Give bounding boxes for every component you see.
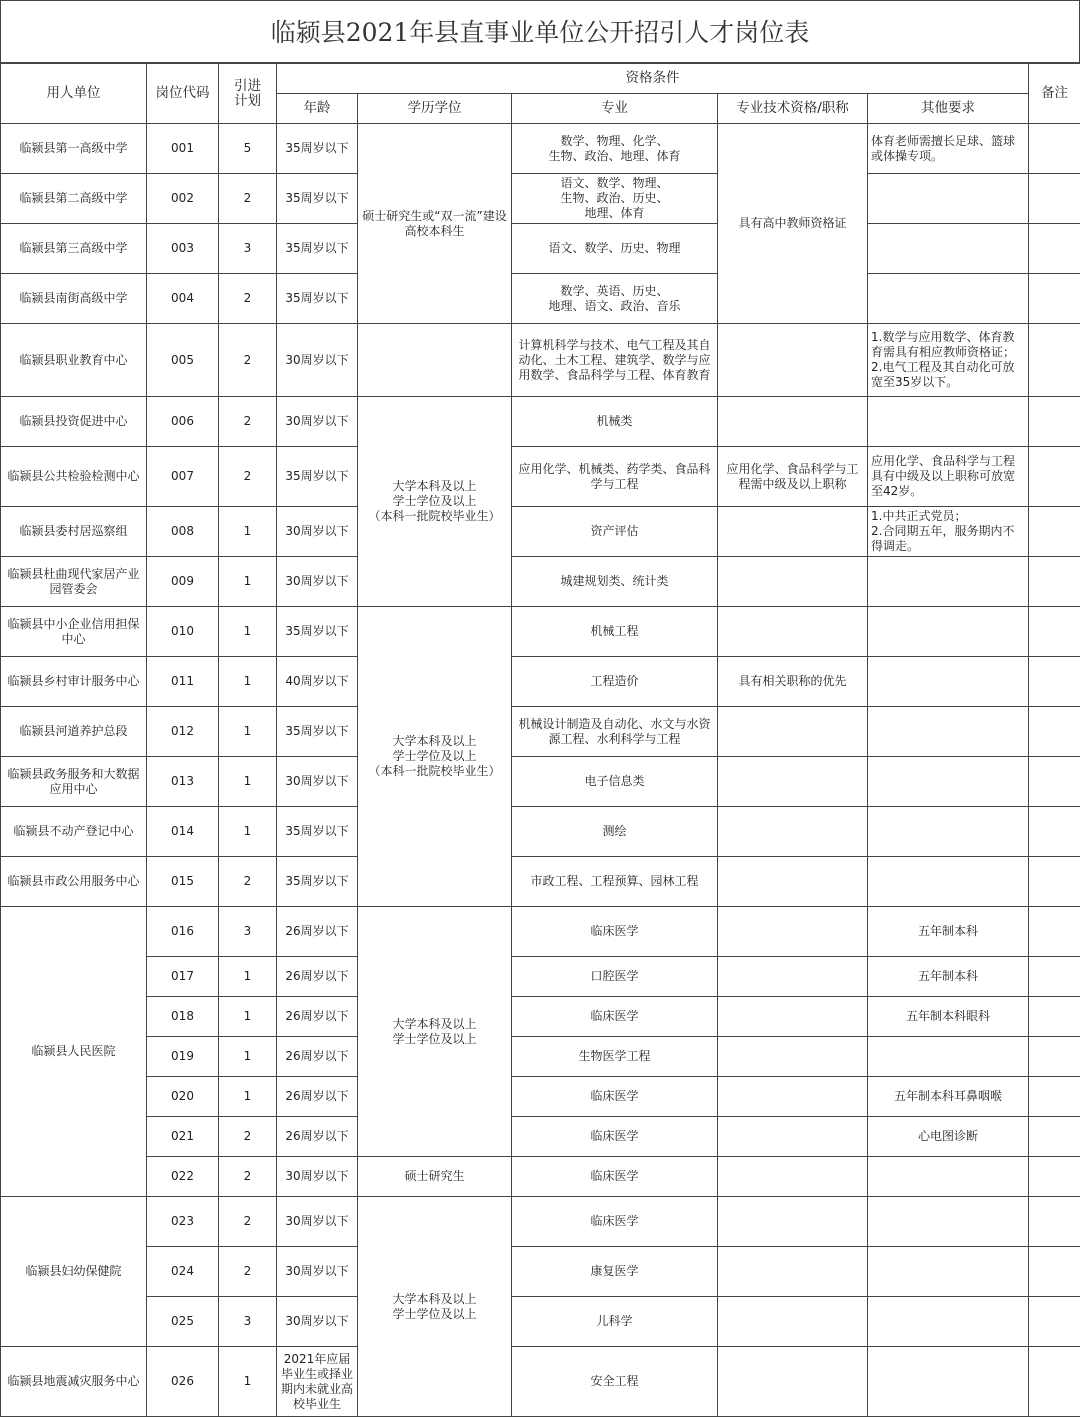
unit-cell: 临颍县妇幼保健院 — [1, 1197, 147, 1347]
age-cell: 35周岁以下 — [277, 124, 358, 174]
other-requirements-cell: 1.中共正式党员； 2.合同期五年，服务期内不得调走。 — [868, 507, 1029, 557]
remark-cell — [1029, 224, 1080, 274]
other-requirements-cell — [868, 657, 1029, 707]
other-requirements-cell — [868, 1037, 1029, 1077]
remark-cell — [1029, 1117, 1080, 1157]
table-row — [1, 807, 1080, 857]
table-row — [1, 997, 1080, 1037]
remark-cell — [1029, 1247, 1080, 1297]
position-code-cell: 010 — [147, 607, 219, 657]
plan-count-cell: 1 — [219, 657, 277, 707]
education-cell: 硕士研究生或“双一流”建设高校本科生 — [358, 124, 512, 324]
major-cell: 资产评估 — [512, 507, 718, 557]
table-row — [1, 174, 1080, 224]
unit-cell: 临颍县乡村审计服务中心 — [1, 657, 147, 707]
certification-cell — [718, 507, 868, 557]
position-code-cell: 007 — [147, 447, 219, 507]
position-code-cell: 012 — [147, 707, 219, 757]
unit-cell: 临颍县中小企业信用担保中心 — [1, 607, 147, 657]
other-requirements-cell — [868, 274, 1029, 324]
unit-cell: 临颍县市政公用服务中心 — [1, 857, 147, 907]
other-requirements-cell: 五年制本科耳鼻咽喉 — [868, 1077, 1029, 1117]
age-cell: 35周岁以下 — [277, 707, 358, 757]
position-code-cell: 022 — [147, 1157, 219, 1197]
position-code-cell: 017 — [147, 957, 219, 997]
plan-count-cell: 1 — [219, 1037, 277, 1077]
major-cell: 计算机科学与技术、电气工程及其自动化、土木工程、建筑学、数学与应用数学、食品科学与工程、体育教育 — [512, 324, 718, 397]
age-cell: 35周岁以下 — [277, 274, 358, 324]
major-cell: 临床医学 — [512, 1197, 718, 1247]
other-requirements-cell — [868, 1347, 1029, 1417]
certification-cell — [718, 1347, 868, 1417]
certification-cell — [718, 1117, 868, 1157]
remark-cell — [1029, 1037, 1080, 1077]
header-row-1 — [1, 64, 1080, 94]
certification-cell — [718, 957, 868, 997]
position-code-cell: 005 — [147, 324, 219, 397]
position-code-cell: 014 — [147, 807, 219, 857]
education-cell: 大学本科及以上 学士学位及以上 （本科一批院校毕业生） — [358, 607, 512, 907]
plan-count-cell: 2 — [219, 1157, 277, 1197]
age-cell: 26周岁以下 — [277, 1037, 358, 1077]
age-cell: 35周岁以下 — [277, 224, 358, 274]
plan-count-cell: 1 — [219, 757, 277, 807]
unit-cell: 临颍县人民医院 — [1, 907, 147, 1197]
certification-cell — [718, 1247, 868, 1297]
unit-cell: 临颍县职业教育中心 — [1, 324, 147, 397]
age-cell: 30周岁以下 — [277, 1247, 358, 1297]
plan-count-cell: 2 — [219, 1197, 277, 1247]
age-cell: 30周岁以下 — [277, 397, 358, 447]
unit-cell: 临颍县南街高级中学 — [1, 274, 147, 324]
plan-count-cell: 5 — [219, 124, 277, 174]
certification-cell — [718, 857, 868, 907]
remark-cell — [1029, 1157, 1080, 1197]
position-code-cell: 025 — [147, 1297, 219, 1347]
positions-table — [0, 63, 1080, 1417]
table-row — [1, 507, 1080, 557]
unit-cell: 临颍县地震减灾服务中心 — [1, 1347, 147, 1417]
age-cell: 30周岁以下 — [277, 757, 358, 807]
table-row — [1, 397, 1080, 447]
remark-cell — [1029, 997, 1080, 1037]
remark-cell — [1029, 124, 1080, 174]
remark-cell — [1029, 324, 1080, 397]
other-requirements-cell — [868, 174, 1029, 224]
position-code-cell: 004 — [147, 274, 219, 324]
other-requirements-cell: 心电图诊断 — [868, 1117, 1029, 1157]
plan-count-cell: 2 — [219, 447, 277, 507]
age-cell: 30周岁以下 — [277, 507, 358, 557]
other-requirements-cell: 体育老师需擅长足球、篮球或体操专项。 — [868, 124, 1029, 174]
major-cell: 安全工程 — [512, 1347, 718, 1417]
age-cell: 26周岁以下 — [277, 1077, 358, 1117]
major-cell: 工程造价 — [512, 657, 718, 707]
age-cell: 26周岁以下 — [277, 957, 358, 997]
table-row — [1, 607, 1080, 657]
other-requirements-cell — [868, 557, 1029, 607]
education-cell — [358, 324, 512, 397]
major-cell: 电子信息类 — [512, 757, 718, 807]
plan-count-cell: 2 — [219, 857, 277, 907]
position-code-cell: 024 — [147, 1247, 219, 1297]
education-cell: 大学本科及以上 学士学位及以上 （本科一批院校毕业生） — [358, 397, 512, 607]
table-row — [1, 1077, 1080, 1117]
major-cell: 临床医学 — [512, 1157, 718, 1197]
remark-cell — [1029, 397, 1080, 447]
other-requirements-cell — [868, 397, 1029, 447]
certification-cell — [718, 757, 868, 807]
position-code-cell: 003 — [147, 224, 219, 274]
header-remark: 备注 — [1029, 64, 1080, 124]
header-certification: 专业技术资格/职称 — [718, 94, 868, 124]
plan-count-cell: 3 — [219, 907, 277, 957]
table-row — [1, 757, 1080, 807]
position-code-cell: 023 — [147, 1197, 219, 1247]
header-education: 学历学位 — [358, 94, 512, 124]
header-unit: 用人单位 — [1, 64, 147, 124]
certification-cell — [718, 1157, 868, 1197]
plan-count-cell: 1 — [219, 507, 277, 557]
remark-cell — [1029, 447, 1080, 507]
age-cell: 35周岁以下 — [277, 857, 358, 907]
remark-cell — [1029, 274, 1080, 324]
major-cell: 机械类 — [512, 397, 718, 447]
certification-cell — [718, 997, 868, 1037]
certification-cell — [718, 807, 868, 857]
major-cell: 语文、数学、历史、物理 — [512, 224, 718, 274]
plan-count-cell: 1 — [219, 1077, 277, 1117]
unit-cell: 临颍县委村居巡察组 — [1, 507, 147, 557]
plan-count-cell: 1 — [219, 607, 277, 657]
table-row — [1, 1037, 1080, 1077]
other-requirements-cell — [868, 224, 1029, 274]
plan-count-cell: 1 — [219, 557, 277, 607]
certification-cell: 具有高中教师资格证 — [718, 124, 868, 324]
age-cell: 26周岁以下 — [277, 1117, 358, 1157]
position-code-cell: 019 — [147, 1037, 219, 1077]
certification-cell — [718, 1077, 868, 1117]
plan-count-cell: 2 — [219, 397, 277, 447]
certification-cell — [718, 324, 868, 397]
certification-cell — [718, 1037, 868, 1077]
plan-count-cell: 1 — [219, 707, 277, 757]
major-cell: 康复医学 — [512, 1247, 718, 1297]
header-age: 年龄 — [277, 94, 358, 124]
table-row — [1, 957, 1080, 997]
position-code-cell: 020 — [147, 1077, 219, 1117]
position-code-cell: 006 — [147, 397, 219, 447]
certification-cell — [718, 607, 868, 657]
major-cell: 口腔医学 — [512, 957, 718, 997]
header-major: 专业 — [512, 94, 718, 124]
table-row — [1, 557, 1080, 607]
other-requirements-cell — [868, 1157, 1029, 1197]
table-row — [1, 274, 1080, 324]
other-requirements-cell — [868, 607, 1029, 657]
remark-cell — [1029, 957, 1080, 997]
major-cell: 数学、英语、历史、 地理、语文、政治、音乐 — [512, 274, 718, 324]
remark-cell — [1029, 607, 1080, 657]
table-row — [1, 657, 1080, 707]
plan-count-cell: 1 — [219, 957, 277, 997]
position-code-cell: 016 — [147, 907, 219, 957]
header-plan: 引进计划 — [219, 64, 277, 124]
header-other-requirements: 其他要求 — [868, 94, 1029, 124]
position-code-cell: 015 — [147, 857, 219, 907]
age-cell: 35周岁以下 — [277, 607, 358, 657]
other-requirements-cell — [868, 1297, 1029, 1347]
certification-cell — [718, 707, 868, 757]
table-row — [1, 1197, 1080, 1247]
table-row — [1, 447, 1080, 507]
major-cell: 临床医学 — [512, 997, 718, 1037]
major-cell: 临床医学 — [512, 1077, 718, 1117]
remark-cell — [1029, 707, 1080, 757]
age-cell: 35周岁以下 — [277, 807, 358, 857]
remark-cell — [1029, 507, 1080, 557]
remark-cell — [1029, 757, 1080, 807]
plan-count-cell: 3 — [219, 1297, 277, 1347]
plan-count-cell: 2 — [219, 324, 277, 397]
table-row — [1, 1347, 1080, 1417]
major-cell: 数学、物理、化学、 生物、政治、地理、体育 — [512, 124, 718, 174]
major-cell: 生物医学工程 — [512, 1037, 718, 1077]
age-cell: 2021年应届毕业生或择业期内未就业高校毕业生 — [277, 1347, 358, 1417]
position-code-cell: 026 — [147, 1347, 219, 1417]
remark-cell — [1029, 1347, 1080, 1417]
position-code-cell: 002 — [147, 174, 219, 224]
certification-cell — [718, 397, 868, 447]
unit-cell: 临颍县投资促进中心 — [1, 397, 147, 447]
major-cell: 城建规划类、统计类 — [512, 557, 718, 607]
major-cell: 机械工程 — [512, 607, 718, 657]
remark-cell — [1029, 657, 1080, 707]
other-requirements-cell — [868, 707, 1029, 757]
other-requirements-cell — [868, 807, 1029, 857]
page-title: 临颍县2021年县直事业单位公开招引人才岗位表 — [0, 0, 1080, 63]
table-row — [1, 857, 1080, 907]
plan-count-cell: 1 — [219, 997, 277, 1037]
certification-cell: 应用化学、食品科学与工程需中级及以上职称 — [718, 447, 868, 507]
major-cell: 测绘 — [512, 807, 718, 857]
position-code-cell: 009 — [147, 557, 219, 607]
age-cell: 40周岁以下 — [277, 657, 358, 707]
education-cell: 大学本科及以上 学士学位及以上 — [358, 907, 512, 1157]
remark-cell — [1029, 907, 1080, 957]
age-cell: 30周岁以下 — [277, 1297, 358, 1347]
age-cell: 30周岁以下 — [277, 324, 358, 397]
other-requirements-cell: 五年制本科 — [868, 957, 1029, 997]
major-cell: 临床医学 — [512, 1117, 718, 1157]
table-row — [1, 124, 1080, 174]
age-cell: 26周岁以下 — [277, 997, 358, 1037]
unit-cell: 临颍县不动产登记中心 — [1, 807, 147, 857]
position-code-cell: 001 — [147, 124, 219, 174]
unit-cell: 临颍县河道养护总段 — [1, 707, 147, 757]
remark-cell — [1029, 857, 1080, 907]
other-requirements-cell: 五年制本科 — [868, 907, 1029, 957]
remark-cell — [1029, 557, 1080, 607]
other-requirements-cell: 五年制本科眼科 — [868, 997, 1029, 1037]
plan-count-cell: 2 — [219, 1117, 277, 1157]
age-cell: 30周岁以下 — [277, 557, 358, 607]
plan-count-cell: 2 — [219, 174, 277, 224]
unit-cell: 临颍县公共检验检测中心 — [1, 447, 147, 507]
unit-cell: 临颍县杜曲现代家居产业园管委会 — [1, 557, 147, 607]
remark-cell — [1029, 1197, 1080, 1247]
position-code-cell: 021 — [147, 1117, 219, 1157]
education-cell: 大学本科及以上 学士学位及以上 — [358, 1197, 512, 1417]
position-code-cell: 018 — [147, 997, 219, 1037]
other-requirements-cell — [868, 1197, 1029, 1247]
remark-cell — [1029, 1077, 1080, 1117]
major-cell: 语文、数学、物理、 生物、政治、历史、 地理、体育 — [512, 174, 718, 224]
plan-count-cell: 3 — [219, 224, 277, 274]
unit-cell: 临颍县第三高级中学 — [1, 224, 147, 274]
age-cell: 30周岁以下 — [277, 1197, 358, 1247]
table-body — [1, 64, 1080, 1417]
plan-count-cell: 2 — [219, 1247, 277, 1297]
table-row — [1, 224, 1080, 274]
age-cell: 26周岁以下 — [277, 907, 358, 957]
education-cell: 硕士研究生 — [358, 1157, 512, 1197]
plan-count-cell: 1 — [219, 807, 277, 857]
unit-cell: 临颍县第二高级中学 — [1, 174, 147, 224]
major-cell: 临床医学 — [512, 907, 718, 957]
major-cell: 市政工程、工程预算、园林工程 — [512, 857, 718, 907]
remark-cell — [1029, 807, 1080, 857]
age-cell: 35周岁以下 — [277, 447, 358, 507]
other-requirements-cell — [868, 1247, 1029, 1297]
other-requirements-cell: 1.数学与应用数学、体育教育需具有相应教师资格证； 2.电气工程及其自动化可放宽至35岁以下。 — [868, 324, 1029, 397]
table-row — [1, 907, 1080, 957]
table-row — [1, 1117, 1080, 1157]
other-requirements-cell: 应用化学、食品科学与工程具有中级及以上职称可放宽至42岁。 — [868, 447, 1029, 507]
age-cell: 30周岁以下 — [277, 1157, 358, 1197]
table-row — [1, 1297, 1080, 1347]
remark-cell — [1029, 174, 1080, 224]
position-code-cell: 011 — [147, 657, 219, 707]
position-code-cell: 013 — [147, 757, 219, 807]
certification-cell — [718, 1197, 868, 1247]
header-code: 岗位代码 — [147, 64, 219, 124]
position-code-cell: 008 — [147, 507, 219, 557]
other-requirements-cell — [868, 757, 1029, 807]
unit-cell: 临颍县第一高级中学 — [1, 124, 147, 174]
major-cell: 儿科学 — [512, 1297, 718, 1347]
table-row — [1, 1157, 1080, 1197]
age-cell: 35周岁以下 — [277, 174, 358, 224]
other-requirements-cell — [868, 857, 1029, 907]
certification-cell — [718, 557, 868, 607]
major-cell: 机械设计制造及自动化、水文与水资源工程、水利科学与工程 — [512, 707, 718, 757]
remark-cell — [1029, 1297, 1080, 1347]
certification-cell: 具有相关职称的优先 — [718, 657, 868, 707]
table-row — [1, 707, 1080, 757]
unit-cell: 临颍县政务服务和大数据应用中心 — [1, 757, 147, 807]
plan-count-cell: 2 — [219, 274, 277, 324]
major-cell: 应用化学、机械类、药学类、食品科学与工程 — [512, 447, 718, 507]
plan-count-cell: 1 — [219, 1347, 277, 1417]
header-qualifications: 资格条件 — [277, 64, 1029, 94]
table-row — [1, 1247, 1080, 1297]
certification-cell — [718, 1297, 868, 1347]
table-row — [1, 324, 1080, 397]
certification-cell — [718, 907, 868, 957]
